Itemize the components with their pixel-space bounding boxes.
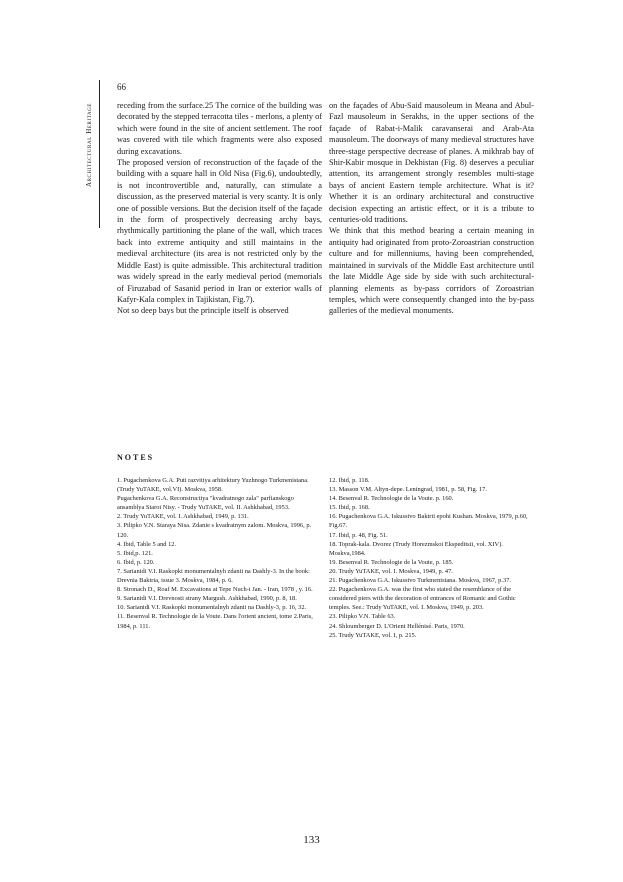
journal-page-number: 66 (117, 82, 126, 92)
note-item: 3. Pilipko V.N. Staraya Nisa. Zdanie s kvadratnym zalom. Moskva, 1996, p. 120. (117, 522, 312, 539)
note-item: 1. Pugachenkova G.A. Puti razvitiya arhitektury Yuzhnogo Turkmenistana. (Trudy YuTAKE, vol.VI). Moskva, 1958. (117, 477, 309, 494)
note-item: 16. Pugachenkova G.A. Iskusstvo Baktrii epohi Kushan. Moskva, 1979, p.60, Fig.67. (329, 513, 528, 530)
note-item: 17. Ibid, p. 48, Fig. 51. (329, 531, 388, 539)
note-item: 18. Toprak-kala. Dvorez (Trudy Horezmskoi Ekspeditsii, vol. XIV). Moskva,1984. (329, 540, 503, 557)
page-number: 133 (303, 834, 320, 846)
note-item: 6. Ibid, p. 120. (117, 558, 155, 566)
running-head-text: Architectural Heritage (85, 102, 93, 188)
note-item: 13. Masson V.M. Altyn-depe. Leningrad, 1981, p. 58, Fig. 17. (329, 486, 487, 494)
notes-column-right (329, 476, 534, 640)
note-item: 24. Shloumberger D. L'Orient Hellénisé. Paris, 1970. (329, 622, 465, 630)
paragraph: The proposed version of reconstruction of the façade of the building with a square hall in Old Nisa (Fig.6), undoubtedly, is not incontrovertible and, naturally, can stimulate a discussion, as the preserved material is very scanty. It is only one of possible versions. But the decision itself of the façade in the form of prospectively decreasing archy bays, rhythmically partitioning the plane of the wall, which traces back into extreme antiquity and still maintains in the medieval architecture (its area is not restricted only by the Middle East) is quite admissible. This architectural tradition was widely spread in the early medieval period (memorials of Firuzabad of Sasanid period in Iran or exterior walls of Kafyr-Kala complex in Tajikistan, Fig.7). (117, 158, 322, 304)
paragraph: Not so deep bays but the principle itself is observed (117, 306, 289, 316)
body-column-right (329, 100, 534, 317)
note-item: 8. Stronach D., Roaf M. Excavations at Tepe Nuch-i Jan. - Iran, 1978 , y. 16. (117, 586, 313, 594)
note-item: 9. Sarianidi V.I. Drevnosti strany Margush. Ashkhabad, 1990, p. 8, 18. (117, 595, 297, 603)
note-item: 19. Besenval R. Technologie de la Voute, p. 185. (329, 558, 454, 566)
note-item: 2. Trudy YuTAKE, vol. I. Ashkhabad, 1949, p. 131. (117, 513, 249, 521)
body-column-left (117, 100, 322, 317)
note-item: 22. Pugachenkova G.A. was the first who stated the resemblance of the considered piers with the decoration of entrances of Romanic and Gothic temples. See.: Trudy YuTAKE, vol. I. Moskva, 1949, p. 203. (329, 586, 516, 612)
paragraph: receding from the surface.25 The cornice of the building was decorated by the stepped terracotta tiles - merlons, a plenty of which were found in the site of ancient settlement. The roof was covered with tile which fragments were also exposed during excavations. (117, 101, 322, 156)
note-item: 12. Ibid, p. 118. (329, 477, 370, 484)
note-item: 5. Ibid,p. 121. (117, 549, 153, 557)
running-head (82, 70, 96, 220)
note-item: 21. Pugachenkova G.A. Iskusstvo Turkmenistana. Moskva, 1967, p.37. (329, 577, 511, 585)
note-item: 10. Sarianidi V.I. Raskopki monumentalnyh zdanii na Dashly-3, p. 16, 32. (117, 604, 307, 612)
paragraph: We think that this method bearing a certain meaning in antiquity had originated from proto-Zoroastrian construction culture and for millenniums, having been comprehended, maintained in survivals of the Middle East architecture until the late Middle Age side by side with such architectural-planning elements as by-pass corridors of Zoroastrian temples, which were consequently changed into the by-pass galleries of the medieval monuments. (329, 226, 534, 316)
notes-heading: NOTES (117, 453, 155, 462)
note-item: 20. Trudy YuTAKE, vol. I. Moskva, 1949, p. 47. (329, 567, 453, 575)
note-item: 14. Besenval R. Technologie de la Voute. p. 160. (329, 495, 454, 503)
notes-column-left (117, 476, 322, 631)
vertical-rule (99, 80, 100, 228)
note-item: 11. Besenval R. Technologie de la Voute. Dans l'orient ancient, tome 2.Paris, 1984, p. 111. (117, 613, 313, 630)
note-item: 25. Trudy YuTAKE, vol. I, p. 215. (329, 631, 417, 639)
note-item: Pugachenkova G.A. Reconstructiya "kvadratnogo zala" parfianskogo ansamblya Staroi Nisy. - Trudy YuTAKE, vol. II. Ashkhabad, 1953. (117, 495, 294, 512)
note-item: 15. Ibid, p. 168. (329, 504, 370, 512)
note-item: 7. Sarianidi V.I. Raskopki monumentalnyh zdanii na Dashly-3. In the book: Drevnia Baktria, issue 3. Moskva, 1984, p. 6. (117, 567, 310, 585)
note-item: 23. Pilipko V.N. Table 63. (329, 613, 396, 621)
paragraph: on the façades of Abu-Said mausoleum in Meana and Abul-Fazl mausoleum in Serakhs, in the upper sections of the façade of Rabat-i-Malik caravanserai and Arab-Ata mausoleum. The doorways of many medieval structures have three-stage perspective decrease of planes. A mikhrab bay of Shir-Kabir mosque in Dekhistan (Fig. 8) deserves a peculiar attention, its arrangement strongly resembles multi-stage bays of ancient Eastern temple architecture. What is it? Whether it is an ordinary architectural and constructive decision expecting an artistic effect, or it is a tribute to centuries-old traditions. (329, 101, 534, 225)
note-item: 4. Ibid, Table 5 and 12. (117, 540, 177, 548)
